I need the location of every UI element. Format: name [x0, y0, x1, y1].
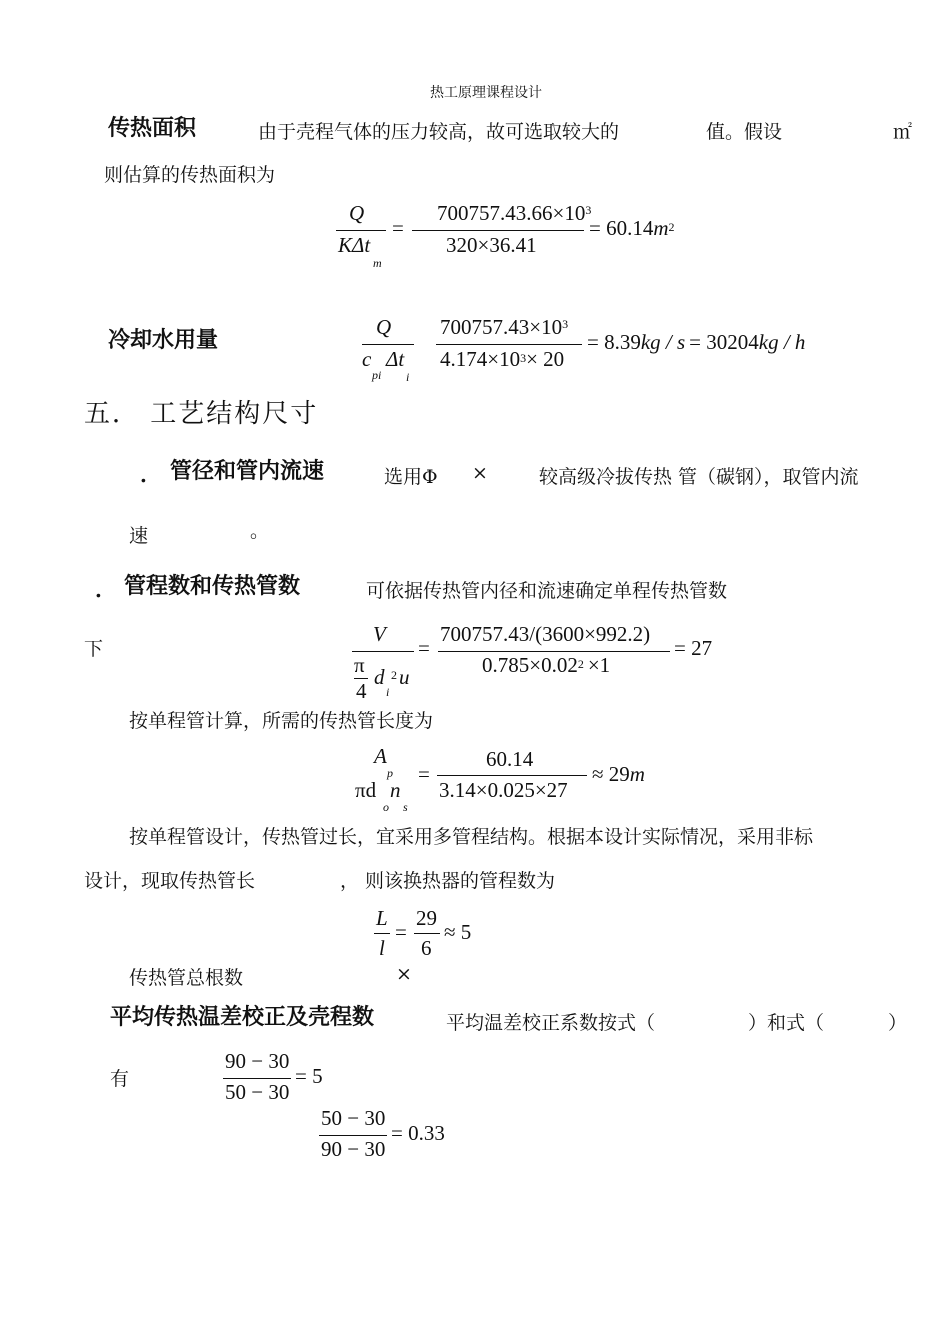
teq-u: u	[399, 665, 410, 689]
sub2-text4b: ， 则该换热器的管程数为	[340, 870, 556, 892]
weq-dt-sub: i	[406, 370, 410, 384]
weq-dt: Δt	[386, 347, 405, 371]
heading-cooling-water: 冷却水用量	[108, 328, 219, 353]
peq-l: l	[379, 936, 385, 960]
sub3-text-b: ）和式（	[748, 1012, 825, 1034]
leq-pid: πd	[355, 778, 377, 802]
eq-equals: =	[392, 216, 404, 240]
teq-result: = 27	[674, 636, 713, 660]
sub1-t2: ×	[472, 462, 488, 484]
sub1-t1: 选用Φ	[384, 466, 438, 488]
sub2-text3: 按单程管设计，传热管过长，宜采用多管程结构。根据本设计实际情况，采用非标	[129, 826, 814, 848]
req-den: 50 − 30	[225, 1080, 290, 1104]
weq-c: c	[362, 347, 372, 371]
sub2-text: 可依据传热管内径和流速确定单程传热管数	[366, 580, 728, 602]
sub2-lead: 下	[84, 638, 104, 660]
sub1-t3: 较高级冷拔传热 管（碳钢），取管内流	[539, 466, 859, 488]
sub2-text2: 按单程管计算，所需的传热管长度为	[129, 710, 434, 732]
pe-result: = 0.33	[391, 1121, 445, 1145]
sub3-lead: 有	[110, 1068, 130, 1090]
weq-den-right: $4.174\times 10^3\times 20$	[440, 347, 565, 371]
sub2-text4a: 设计，现取传热管长	[84, 870, 256, 892]
eq-den-sub: m	[373, 256, 382, 270]
area-unit: ㎡	[893, 121, 913, 143]
eq-k-den: KΔt	[338, 233, 371, 257]
teq-num-right: 700757.43/(3600×992.2)	[440, 622, 651, 646]
req-result: = 5	[295, 1064, 323, 1088]
eq-result: = $60.14m^2$	[589, 216, 675, 240]
sub1-dot: ．	[140, 463, 163, 488]
req-num: 90 − 30	[225, 1049, 290, 1073]
leq-den-right: 3.14×0.025×27	[439, 778, 568, 802]
section-five-heading: 五． 工艺结构尺寸	[84, 399, 319, 429]
teq-d-sub: i	[386, 685, 390, 699]
teq-equals: =	[418, 636, 430, 660]
area-text-b: 值。假设	[706, 121, 783, 143]
area-line2: 则估算的传热面积为	[104, 164, 276, 186]
teq-d: d	[374, 665, 385, 689]
sub3-heading: 平均传热温差校正及壳程数	[110, 1005, 375, 1030]
leq-sub-o: o	[383, 800, 389, 814]
teq-d-sup: 2	[391, 668, 397, 682]
sub2-text5-x: ×	[396, 963, 412, 985]
weq-num-right: $700757.43\times 10^3$	[440, 315, 569, 339]
sub2-heading: 管程数和传热管数	[124, 574, 301, 599]
leq-a: A	[374, 744, 387, 768]
teq-v: V	[373, 622, 386, 646]
pe-den: 90 − 30	[321, 1137, 386, 1161]
sub3-text-c: ）	[888, 1012, 908, 1034]
sub2-text5: 传热管总根数	[129, 967, 244, 989]
area-text-a: 由于壳程气体的压力较高，故可选取较大的	[258, 121, 620, 143]
peq-equals: =	[395, 920, 407, 944]
peq-result: ≈ 5	[444, 920, 472, 944]
leq-result: ≈ 29m	[592, 762, 645, 786]
teq-4: 4	[356, 679, 367, 703]
weq-result: = 8.39kg / s = 30204kg / h	[587, 330, 806, 354]
sub1-t5: 。	[250, 520, 270, 542]
page-header: 热工原理课程设计	[430, 85, 542, 101]
leq-n: n	[390, 778, 401, 802]
eq-num-right: $700757.43.66\times 10^3$	[437, 201, 592, 225]
teq-pi: π	[354, 653, 365, 677]
peq-den: 6	[421, 936, 432, 960]
peq-L: L	[376, 906, 388, 930]
weq-q-num: Q	[376, 315, 392, 339]
leq-num-right: 60.14	[486, 747, 534, 771]
eq-den-right: 320×36.41	[446, 233, 537, 257]
teq-den-right: $0.785\times 0.02^2 \times 1$	[482, 653, 611, 677]
sub1-heading: 管径和管内流速	[170, 459, 325, 484]
sub3-text: 平均温差校正系数按式（	[446, 1012, 656, 1034]
leq-a-sub: p	[387, 766, 393, 780]
peq-num: 29	[416, 906, 437, 930]
heading-heat-transfer-area: 传热面积	[108, 116, 197, 141]
sub1-t4: 速	[129, 525, 149, 547]
eq-q-num: Q	[349, 201, 365, 225]
leq-equals: =	[418, 762, 430, 786]
leq-sub-s: s	[403, 800, 408, 814]
weq-c-sub: pi	[372, 368, 382, 382]
pe-num: 50 − 30	[321, 1106, 386, 1130]
sub2-dot: ．	[95, 578, 118, 603]
